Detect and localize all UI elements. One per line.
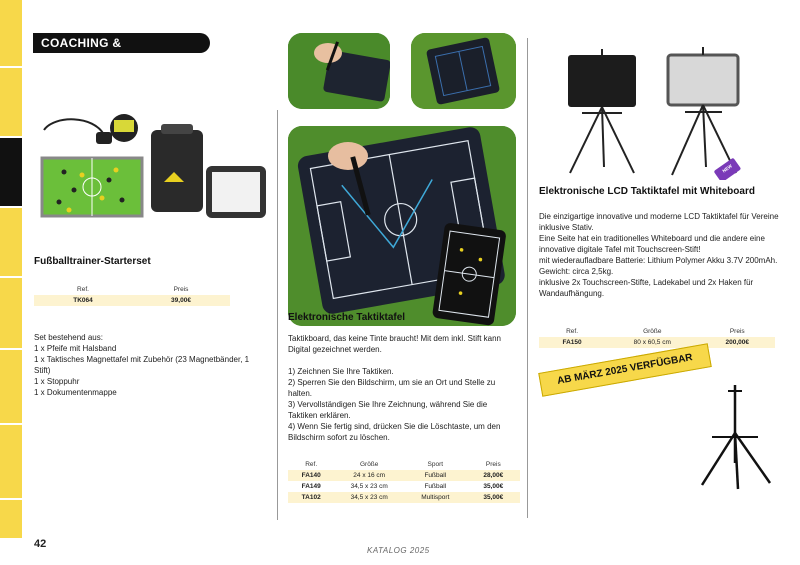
sport-cell: Fußball <box>424 483 447 490</box>
product-description: Die einzigartige innovative und moderne LCD Taktiktafel für Vereine inklusive Stativ. Eine Seite hat ein traditionelles Whiteboard und die andere eine innovative digitale Tafel mit Touchscreen-Stift! mit wiederaufladbare Batterie: Lithium Polymer Akku 3.7V 200mAh. Gewicht: circa 2,5kg. inklusive 2x Touchscreen-Stifte, Ladekabel und 2x Haken für Wandaufhängung. <box>539 212 779 298</box>
table-row <box>288 492 520 503</box>
product-description: Taktikboard, das keine Tinte braucht! Mit dem inkl. Stift kann Digital gezeichnet werden. 1) Zeichnen Sie Ihre Taktiken. 2) Sperren Sie den Bildschirm, um sie an Ort und Stelle zu halten. 3) Vervollständigen Sie Ihre Zeichnung, während Sie die Taktiken erklären. 4) Wenn Sie fertig sind, drücken Sie die Löschtaste, um den Bildschirm sofort zu löschen. <box>288 334 501 442</box>
starter-set-image <box>34 110 269 220</box>
price-cell: 200,00€ <box>699 337 775 348</box>
sport-cell: Fußball <box>404 470 467 481</box>
side-tab[interactable] <box>0 278 22 350</box>
photo-tactic-board <box>288 126 516 326</box>
side-tab[interactable] <box>0 0 22 68</box>
new-tag-label: NEW <box>721 163 733 174</box>
ref-cell: FA140 <box>288 470 334 481</box>
ref-cell: TK064 <box>34 295 132 306</box>
side-tab-active[interactable] <box>0 138 22 208</box>
photo-board-on-grass <box>411 33 516 109</box>
column-header: Größe <box>359 461 379 468</box>
price-cell: 39,00€ <box>132 295 230 306</box>
table-row <box>34 295 230 306</box>
size-cell: 34,5 x 23 cm <box>350 483 388 490</box>
availability-badge: AB MÄRZ 2025 VERFÜGBAR <box>538 343 712 397</box>
lcd-board-easel-image <box>560 45 750 180</box>
price-cell: 35,00€ <box>483 483 504 490</box>
ref-cell: TA102 <box>288 492 334 503</box>
ref-cell: FA150 <box>539 337 605 348</box>
ref-cell: FA149 <box>301 483 321 490</box>
column-header: Preis <box>173 286 189 293</box>
section-title: COACHING & SCHIEDSRICHTER <box>33 33 210 53</box>
size-cell: 24 x 16 cm <box>334 470 404 481</box>
column-header: Größe <box>643 328 662 335</box>
side-tab[interactable] <box>0 208 22 278</box>
side-tab[interactable] <box>0 350 22 425</box>
tripod-stand-image <box>690 383 780 493</box>
catalog-footer: KATALOG 2025 <box>367 546 430 555</box>
size-cell: 34,5 x 23 cm <box>334 492 404 503</box>
product-title: Fußballtrainer-Starterset <box>34 256 151 267</box>
product-title: Elektronische Taktiktafel <box>288 312 406 323</box>
price-table <box>288 459 520 503</box>
column-header: Ref. <box>566 328 578 335</box>
side-tab[interactable] <box>0 68 22 138</box>
column-header: Preis <box>485 461 501 468</box>
side-tab[interactable] <box>0 500 22 540</box>
size-cell: 80 x 60,5 cm <box>605 337 699 348</box>
column-divider <box>527 38 528 518</box>
price-cell: 35,00€ <box>467 492 520 503</box>
price-table <box>539 326 775 348</box>
side-tab-stripe <box>0 0 22 565</box>
product-title: Elektronische LCD Taktiktafel mit Whiteboard <box>539 186 755 197</box>
column-header: Preis <box>729 328 745 335</box>
table-row <box>539 337 775 348</box>
side-tab[interactable] <box>0 425 22 500</box>
column-header: Ref. <box>305 461 318 468</box>
page-number: 42 <box>34 538 47 550</box>
price-cell: 28,00€ <box>467 470 520 481</box>
column-header: Ref. <box>77 286 89 293</box>
column-header: Sport <box>427 461 444 468</box>
column-divider <box>277 110 278 520</box>
photo-board-in-hand <box>288 33 390 109</box>
price-table <box>34 284 230 306</box>
table-row <box>288 481 520 492</box>
table-row <box>288 470 520 481</box>
sport-cell: Multisport <box>404 492 467 503</box>
product-description: Set bestehend aus: 1 x Pfeife mit Halsband 1 x Taktisches Magnettafel mit Zubehör (23 Magnetbänder, 1 Stift) 1 x Stoppuhr 1 x Dokumentenmappe <box>34 333 250 397</box>
